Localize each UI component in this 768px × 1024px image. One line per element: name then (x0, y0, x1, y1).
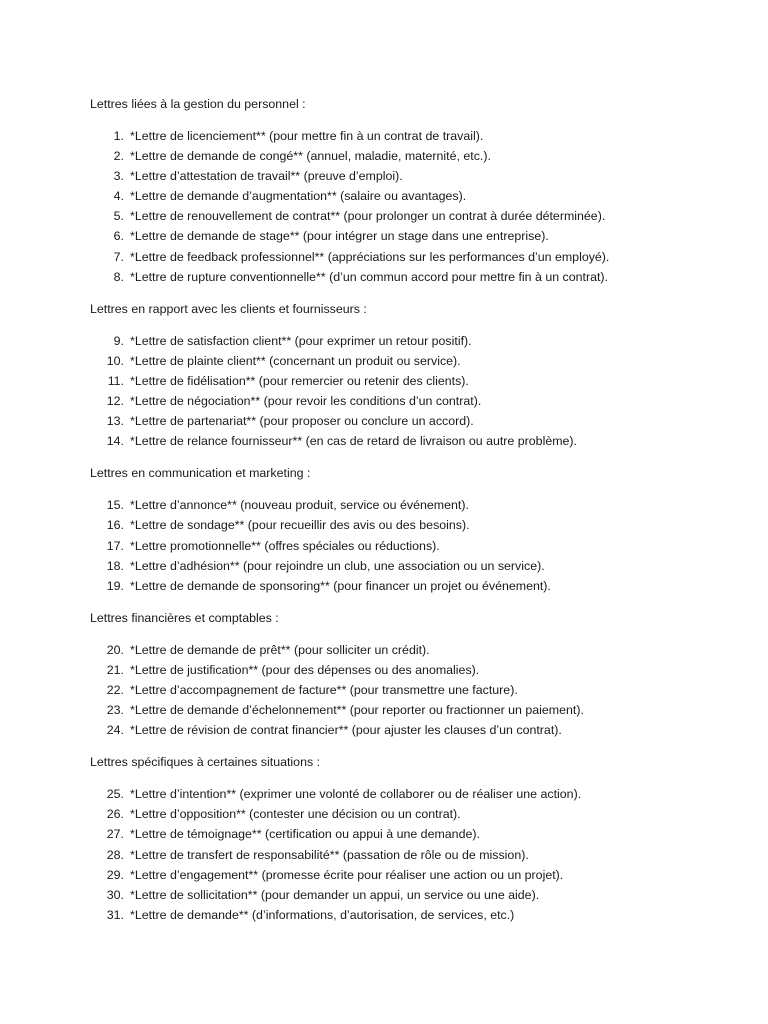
list-item (90, 576, 730, 596)
list-item (90, 186, 730, 206)
list-item (90, 247, 730, 267)
list-item-text: *Lettre de partenariat** (pour proposer ou conclure un accord). (130, 414, 474, 429)
list-item (90, 680, 730, 700)
list-item-text: *Lettre d’intention** (exprimer une volonté de collaborer ou de réaliser une action). (130, 787, 582, 802)
list-item-text: *Lettre de fidélisation** (pour remercier ou retenir des clients). (130, 373, 469, 388)
list-item-text: *Lettre de demande d’échelonnement** (pour reporter ou fractionner un paiement). (130, 703, 584, 718)
list-item-text: *Lettre d’opposition** (contester une décision ou un contrat). (130, 807, 461, 822)
list-item-number: 16. (106, 518, 124, 533)
list-item-text: *Lettre de licenciement** (pour mettre fin à un contrat de travail). (130, 129, 484, 143)
list-item (90, 146, 730, 166)
document-body (90, 94, 730, 937)
list-item-text: *Lettre de demande de stage** (pour intégrer un stage dans une entreprise). (130, 229, 549, 244)
list-item (90, 226, 730, 246)
section-heading: Lettres spécifiques à certaines situations : (90, 755, 321, 770)
list-item-number: 21. (106, 662, 124, 677)
list-item-text: *Lettre d’annonce** (nouveau produit, service ou événement). (130, 498, 469, 513)
list-item-number: 30. (106, 887, 124, 902)
list-item-text: *Lettre de satisfaction client** (pour exprimer un retour positif). (130, 333, 472, 348)
list-item-number: 3. (113, 169, 124, 184)
list-item-number: 18. (106, 558, 124, 573)
list-item-number: 6. (113, 229, 124, 244)
list-item-text: *Lettre de témoignage** (certification ou appui à une demande). (130, 827, 480, 842)
list-item (90, 331, 730, 351)
list-item (90, 431, 730, 451)
list-item-number: 17. (106, 538, 124, 553)
section-list (90, 784, 730, 925)
section-list (90, 331, 730, 452)
list-item (90, 720, 730, 740)
list-item-number: 31. (106, 907, 124, 922)
list-item-text: *Lettre de feedback professionnel** (appréciations sur les performances d’un employé). (130, 249, 610, 264)
list-item-number: 28. (106, 847, 124, 862)
list-item-text: *Lettre de négociation** (pour revoir les conditions d’un contrat). (130, 394, 482, 409)
list-item-number: 13. (106, 414, 124, 429)
list-item (90, 126, 730, 146)
list-item-number: 7. (113, 249, 124, 264)
list-item (90, 845, 730, 865)
list-item (90, 865, 730, 885)
list-item-text: *Lettre de demande d’augmentation** (salaire ou avantages). (130, 189, 467, 204)
list-item-number: 11. (107, 373, 124, 388)
list-item-number: 29. (106, 867, 124, 882)
list-item-number: 10. (106, 353, 124, 368)
list-item (90, 804, 730, 824)
list-item-number: 20. (106, 642, 124, 657)
section-list (90, 640, 730, 740)
list-item (90, 267, 730, 287)
list-item-number: 22. (106, 682, 124, 697)
list-item-number: 12. (106, 394, 124, 409)
list-item (90, 515, 730, 535)
list-item-text: *Lettre de sondage** (pour recueillir des avis ou des besoins). (130, 518, 470, 533)
list-item-text: *Lettre de révision de contrat financier** (pour ajuster les clauses d’un contrat). (130, 723, 562, 738)
section-list (90, 495, 730, 595)
list-item-text: *Lettre de demande de congé** (annuel, maladie, maternité, etc.). (130, 149, 491, 164)
list-item-text: *Lettre de rupture conventionnelle** (d’un commun accord pour mettre fin à un contrat). (130, 269, 608, 284)
list-item-number: 5. (113, 209, 124, 224)
list-item-text: *Lettre promotionnelle** (offres spéciales ou réductions). (130, 538, 440, 553)
list-item (90, 905, 730, 925)
list-item-number: 2. (113, 149, 124, 164)
list-item (90, 885, 730, 905)
list-item-text: *Lettre d’accompagnement de facture** (pour transmettre une facture). (130, 682, 518, 697)
list-item-text: *Lettre d’engagement** (promesse écrite pour réaliser une action ou un projet). (130, 867, 564, 882)
list-item (90, 784, 730, 804)
list-item (90, 391, 730, 411)
list-item-number: 25. (106, 787, 124, 802)
list-item-number: 14. (106, 434, 124, 449)
list-item-number: 4. (113, 189, 124, 204)
section-heading: Lettres financières et comptables : (90, 610, 279, 625)
list-item-number: 1. (113, 129, 124, 143)
list-item (90, 640, 730, 660)
list-item (90, 351, 730, 371)
list-item-number: 15. (106, 498, 124, 513)
list-item-number: 19. (106, 578, 124, 593)
list-item (90, 371, 730, 391)
list-item (90, 166, 730, 186)
list-item-text: *Lettre de transfert de responsabilité** (passation de rôle ou de mission). (130, 847, 529, 862)
list-item (90, 824, 730, 844)
list-item-number: 8. (113, 269, 124, 284)
list-item-number: 27. (106, 827, 124, 842)
list-item-text: *Lettre de justification** (pour des dépenses ou des anomalies). (130, 662, 480, 677)
list-item-number: 26. (106, 807, 124, 822)
section-list (90, 126, 730, 287)
list-item (90, 556, 730, 576)
section-heading: Lettres en communication et marketing : (90, 466, 311, 481)
list-item-text: *Lettre de demande de sponsoring** (pour financer un projet ou événement). (130, 578, 551, 593)
list-item (90, 495, 730, 515)
list-item (90, 206, 730, 226)
list-item-text: *Lettre d’attestation de travail** (preuve d’emploi). (130, 169, 403, 184)
list-item-text: *Lettre de demande** (d’informations, d’autorisation, de services, etc.) (130, 907, 515, 922)
list-item-text: *Lettre de sollicitation** (pour demander un appui, un service ou une aide). (130, 887, 540, 902)
list-item-text: *Lettre de demande de prêt** (pour solliciter un crédit). (130, 642, 430, 657)
list-item-number: 9. (113, 333, 124, 348)
list-item (90, 536, 730, 556)
list-item-number: 24. (106, 723, 124, 738)
list-item-text: *Lettre d’adhésion** (pour rejoindre un club, une association ou un service). (130, 558, 545, 573)
section-heading: Lettres en rapport avec les clients et fournisseurs : (90, 301, 367, 316)
list-item-number: 23. (106, 703, 124, 718)
list-item-text: *Lettre de renouvellement de contrat** (pour prolonger un contrat à durée déterminée). (130, 209, 606, 224)
list-item-text: *Lettre de relance fournisseur** (en cas de retard de livraison ou autre problème). (130, 434, 577, 449)
list-item (90, 411, 730, 431)
list-item (90, 660, 730, 680)
list-item (90, 700, 730, 720)
section-heading: Lettres liées à la gestion du personnel : (90, 97, 306, 111)
list-item-text: *Lettre de plainte client** (concernant un produit ou service). (130, 353, 461, 368)
